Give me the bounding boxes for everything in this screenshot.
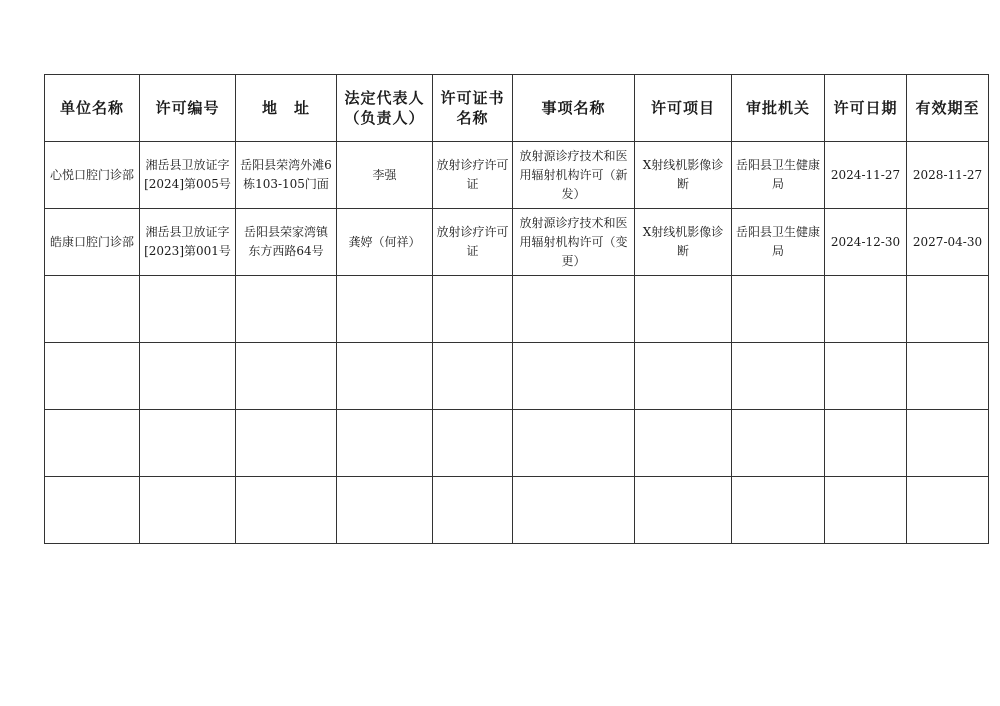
cell-address: 岳阳县荣湾外滩6栋103-105门面 xyxy=(236,142,337,209)
cell-license-date: 2024-11-27 xyxy=(825,142,907,209)
empty-cell xyxy=(337,343,433,410)
cell-valid-until: 2028-11-27 xyxy=(907,142,989,209)
header-item-name: 事项名称 xyxy=(513,75,635,142)
empty-table-row xyxy=(45,410,989,477)
empty-cell xyxy=(337,477,433,544)
empty-cell xyxy=(732,410,825,477)
empty-cell xyxy=(433,343,513,410)
empty-cell xyxy=(513,410,635,477)
cell-approval-authority: 岳阳县卫生健康局 xyxy=(732,142,825,209)
empty-table-row xyxy=(45,343,989,410)
header-certificate-name: 许可证书名称 xyxy=(433,75,513,142)
empty-cell xyxy=(433,276,513,343)
empty-cell xyxy=(907,343,989,410)
cell-approval-authority: 岳阳县卫生健康局 xyxy=(732,209,825,276)
header-address: 地 址 xyxy=(236,75,337,142)
empty-cell xyxy=(433,477,513,544)
empty-table-row xyxy=(45,276,989,343)
empty-cell xyxy=(337,410,433,477)
cell-legal-representative: 龚婷（何祥） xyxy=(337,209,433,276)
empty-cell xyxy=(635,477,732,544)
empty-cell xyxy=(337,276,433,343)
empty-cell xyxy=(433,410,513,477)
empty-cell xyxy=(236,343,337,410)
header-license-date: 许可日期 xyxy=(825,75,907,142)
empty-cell xyxy=(513,343,635,410)
header-unit-name: 单位名称 xyxy=(45,75,140,142)
empty-cell xyxy=(907,276,989,343)
empty-cell xyxy=(732,276,825,343)
empty-cell xyxy=(732,477,825,544)
empty-cell xyxy=(732,343,825,410)
empty-cell xyxy=(45,343,140,410)
empty-cell xyxy=(140,276,236,343)
cell-item-name: 放射源诊疗技术和医用辐射机构许可（新发） xyxy=(513,142,635,209)
empty-cell xyxy=(45,410,140,477)
empty-cell xyxy=(825,410,907,477)
header-valid-until: 有效期至 xyxy=(907,75,989,142)
license-table xyxy=(44,74,989,544)
empty-cell xyxy=(45,477,140,544)
empty-cell xyxy=(635,276,732,343)
cell-unit-name: 心悦口腔门诊部 xyxy=(45,142,140,209)
cell-unit-name: 皓康口腔门诊部 xyxy=(45,209,140,276)
empty-table-row xyxy=(45,477,989,544)
cell-item-name: 放射源诊疗技术和医用辐射机构许可（变更） xyxy=(513,209,635,276)
empty-cell xyxy=(635,343,732,410)
empty-cell xyxy=(236,477,337,544)
cell-license-number: 湘岳县卫放证字[2024]第005号 xyxy=(140,142,236,209)
cell-certificate-name: 放射诊疗许可证 xyxy=(433,142,513,209)
table-row xyxy=(45,209,989,276)
cell-license-project: X射线机影像诊断 xyxy=(635,209,732,276)
table-row xyxy=(45,142,989,209)
cell-valid-until: 2027-04-30 xyxy=(907,209,989,276)
empty-cell xyxy=(513,276,635,343)
empty-cell xyxy=(140,477,236,544)
empty-cell xyxy=(45,276,140,343)
cell-license-number: 湘岳县卫放证字[2023]第001号 xyxy=(140,209,236,276)
cell-license-project: X射线机影像诊断 xyxy=(635,142,732,209)
empty-cell xyxy=(140,410,236,477)
header-row xyxy=(45,75,989,142)
header-license-project: 许可项目 xyxy=(635,75,732,142)
empty-cell xyxy=(907,477,989,544)
empty-cell xyxy=(236,276,337,343)
empty-cell xyxy=(140,343,236,410)
header-license-number: 许可编号 xyxy=(140,75,236,142)
header-legal-representative: 法定代表人（负责人） xyxy=(337,75,433,142)
empty-cell xyxy=(825,343,907,410)
empty-cell xyxy=(825,276,907,343)
cell-legal-representative: 李强 xyxy=(337,142,433,209)
cell-certificate-name: 放射诊疗许可证 xyxy=(433,209,513,276)
empty-cell xyxy=(513,477,635,544)
empty-cell xyxy=(236,410,337,477)
empty-cell xyxy=(825,477,907,544)
cell-license-date: 2024-12-30 xyxy=(825,209,907,276)
cell-address: 岳阳县荣家湾镇东方西路64号 xyxy=(236,209,337,276)
header-approval-authority: 审批机关 xyxy=(732,75,825,142)
empty-cell xyxy=(907,410,989,477)
empty-cell xyxy=(635,410,732,477)
